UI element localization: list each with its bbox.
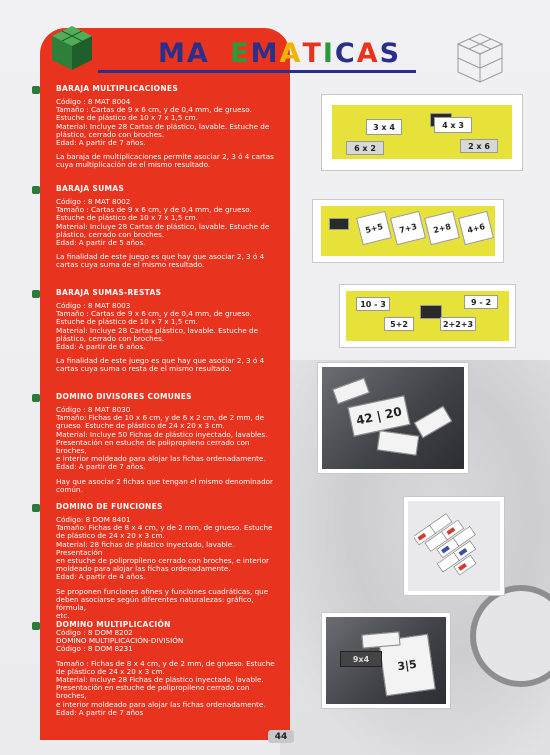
- bullet-icon: [32, 622, 40, 630]
- card: 2 x 6: [460, 139, 498, 153]
- title-letter: C: [334, 38, 357, 69]
- spec-line: plástico, cerrado con broches.: [56, 229, 165, 239]
- description-line: Material: Incluye 28 Fichas de plástico inyectado, lavable.: [56, 675, 264, 685]
- spec-line: Código : 8 MAT 8003: [56, 301, 131, 310]
- title-letter: A: [186, 38, 210, 69]
- description-line: de plástico de 24 x 20 x 3 cm.: [56, 666, 165, 676]
- page-number: 44: [268, 730, 294, 743]
- spec-line: Tamaño: Fichas de 10 x 6 cm, y de 6 x 2 cm, de 2 mm, de: [56, 413, 265, 423]
- product-photo-multiplication: [322, 95, 522, 170]
- wireframe-cube-icon: [450, 28, 510, 86]
- spec-line: e interior moldeado para alojar las fichas ordenadamente.: [56, 454, 266, 464]
- spec-line: Código : 8 DOM 8231: [56, 644, 133, 654]
- spec-line: Edad: A partir de 4 años.: [56, 572, 146, 582]
- spec-line: Estuche de plástico de 10 x 7 x 1,5 cm.: [56, 113, 198, 123]
- product-photo-domino-funciones: [404, 497, 504, 595]
- card: 5+2: [384, 317, 414, 331]
- title-letter: E: [230, 38, 251, 69]
- card: 2+8: [424, 211, 460, 245]
- product-photo-sums: [313, 200, 503, 262]
- description-line: Hay que asociar 2 fichas que tengan el mismo denominador: [56, 476, 274, 486]
- spec-line: plástico, cerrado con broches.: [56, 129, 165, 139]
- spec-line: Tamaño : Cartas de 9 x 6 cm, y de 0,4 mm, de grueso.: [56, 205, 252, 215]
- product-photo-domino-multiplicacion: [322, 613, 450, 708]
- spec-line: Código : 8 DOM 8202: [56, 628, 133, 637]
- spec-line: Estuche de plástico de 10 x 7 x 1,5 cm.: [56, 317, 198, 327]
- bullet-icon: [32, 186, 40, 194]
- bullet-icon: [32, 290, 40, 298]
- product-photo-domino-divisores: [318, 363, 468, 473]
- card-logo: [329, 218, 349, 230]
- title-letter: S: [379, 38, 402, 69]
- section-body: [56, 198, 281, 270]
- domino-tile: 9x4: [340, 651, 382, 667]
- section-body: [56, 516, 281, 620]
- card: 10 - 3: [356, 297, 390, 311]
- description-line: común.: [56, 484, 83, 494]
- spec-line: de plástico de 24 x 20 x 3 cm.: [56, 531, 165, 541]
- spec-line: Tamaño : Cartas de 9 x 6 cm, y de 0,4 mm, de grueso.: [56, 105, 252, 115]
- spec-line: Código : 8 MAT 8004: [56, 97, 131, 106]
- title-letter: M: [250, 38, 280, 69]
- card: 2+2+3: [440, 317, 476, 331]
- description-line: Presentación en estuche de polipropileno cerrado con broches,: [56, 683, 250, 701]
- section-title: BARAJA MULTIPLICACIONES: [56, 84, 179, 93]
- domino-tile: 42 | 20: [348, 395, 411, 436]
- spec-line: Tamaño : Cartas de 9 x 6 cm, y de 0,4 mm, de grueso.: [56, 309, 252, 319]
- spec-line: moldeado para alojar las fichas ordenadamente.: [56, 564, 231, 574]
- spec-line: Código : 8 MAT 8002: [56, 197, 131, 206]
- section-body: [56, 629, 281, 717]
- green-cube-icon: [46, 22, 98, 74]
- card: 4+6: [458, 211, 494, 245]
- card: 9 - 2: [464, 295, 498, 309]
- domino-tile: 3|5: [378, 634, 435, 696]
- title-letter: I: [322, 38, 335, 69]
- card-logo: [420, 305, 442, 319]
- spec-line: Edad: A partir de 5 años.: [56, 238, 146, 248]
- description-line: La finalidad de este juego es que hay que asociar 2, 3 ó 4: [56, 356, 265, 366]
- description-line: cuya multiplicación de el mismo resultado.: [56, 160, 211, 170]
- card: 6 x 2: [346, 141, 384, 155]
- spec-line: Material: Incluye 28 Cartas plástico, lavable. Estuche de: [56, 325, 259, 335]
- section-body: [56, 98, 281, 170]
- description-line: La baraja de multiplicaciones permite asociar 2, 3 ó 4 cartas: [56, 152, 274, 162]
- spec-line: Tamaño: Fichas de 8 x 4 cm, y de 2 mm, de grueso. Estuche: [56, 523, 273, 533]
- description-line: Se proponen funciones afines y funciones cuadráticas, que: [56, 586, 269, 596]
- card: 3 x 4: [366, 119, 402, 135]
- description-line: La finalidad de este juego es que hay que asociar 2, 3 ó 4: [56, 252, 265, 262]
- spec-line: Estuche de plástico de 10 x 7 x 1,5 cm.: [56, 213, 198, 223]
- page-title: [158, 38, 401, 69]
- card: 4 x 3: [434, 117, 472, 133]
- spec-line: Código: 8 DOM 8401: [56, 515, 131, 524]
- spec-line: grueso. Estuche de plástico de 24 x 20 x 3 cm.: [56, 421, 225, 431]
- description-line: Edad: A partir de 7 años: [56, 707, 144, 717]
- section-body: [56, 302, 281, 374]
- section-title: BARAJA SUMAS-RESTAS: [56, 288, 162, 297]
- card: 7+3: [390, 211, 426, 245]
- spec-line: Código : 8 MAT 8030: [56, 405, 131, 414]
- description-line: e interior moldeado para alojar las fichas ordenadamente.: [56, 699, 266, 709]
- spec-line: Edad: A partir de 7 años.: [56, 138, 146, 148]
- description-line: cartas cuya suma de el mismo resultado.: [56, 260, 205, 270]
- section-body: [56, 406, 281, 494]
- spec-line: Material: Incluye 28 Cartas de plástico, lavable. Estuche de: [56, 221, 270, 231]
- section-title: BARAJA SUMAS: [56, 184, 125, 193]
- spec-line: Material: Incluye 28 Cartas de plástico, lavable. Estuche de: [56, 121, 270, 131]
- spec-line: DOMINO MULTIPLICACIÓN-DIVISIÓN: [56, 636, 184, 646]
- title-letter: A: [356, 38, 380, 69]
- card: 5+5: [356, 211, 392, 245]
- spec-line: plástico, cerrado con broches.: [56, 333, 165, 343]
- spec-line: Edad: A partir de 7 años.: [56, 462, 146, 472]
- title-letter: A: [279, 38, 303, 69]
- bullet-icon: [32, 394, 40, 402]
- title-underline: [98, 70, 416, 73]
- title-letter: M: [158, 38, 187, 69]
- bullet-icon: [32, 504, 40, 512]
- section-title: DOMINO DE FUNCIONES: [56, 502, 163, 511]
- description-line: deben asociarse según diferentes naturalezas: gráfico, fórmula,: [56, 594, 254, 613]
- description-line: Tamaño : Fichas de 8 x 4 cm, y de 2 mm, de grueso. Estuche: [56, 658, 275, 668]
- spec-line: en estuche de polipropileno cerrado con broches, e interior: [56, 556, 270, 566]
- product-photo-sums-restas: [340, 285, 515, 347]
- description-line: etc.: [56, 611, 70, 621]
- spec-line: Presentación en estuche de polipropileno cerrado con broches,: [56, 437, 250, 456]
- spec-line: Edad: A partir de 6 años.: [56, 342, 146, 352]
- description-line: cartas cuya suma o resta de el mismo resultado.: [56, 364, 232, 374]
- bullet-icon: [32, 86, 40, 94]
- title-letter: T: [209, 38, 231, 69]
- section-title: DOMINO MULTIPLICACIÓN: [56, 620, 171, 629]
- domino-chain-graphic: [414, 505, 494, 587]
- title-letter: T: [302, 38, 323, 69]
- section-title: DOMINO DIVISORES COMUNES: [56, 392, 192, 401]
- spec-line: Material: Incluye 50 Fichas de plástico inyectado, lavables.: [56, 429, 268, 439]
- spec-line: Material: 28 fichas de plástico inyectado, lavable. Presentación: [56, 539, 235, 557]
